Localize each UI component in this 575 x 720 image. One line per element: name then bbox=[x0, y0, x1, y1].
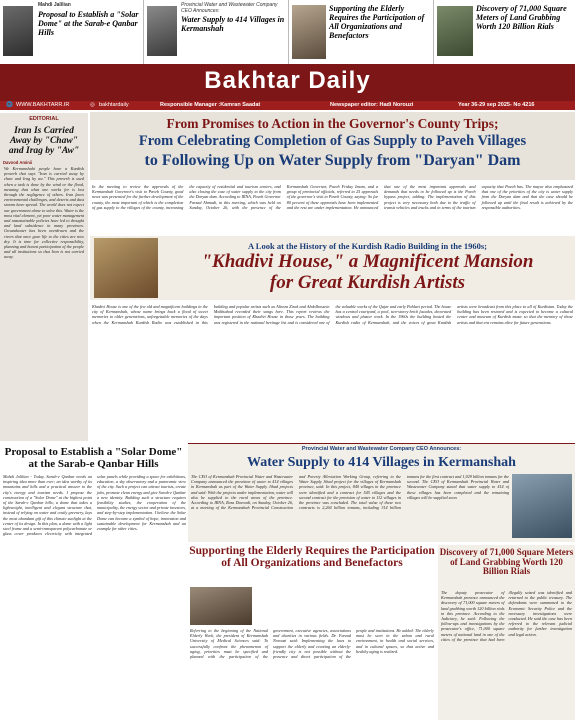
feature-headline-1: "Khadivi House," a Magnificent Mansion bbox=[201, 251, 534, 272]
teaser-headline: Discovery of 71,000 Square Meters of Land Grabbing Worth 120 Billion Rials bbox=[476, 4, 567, 31]
editorial-body: We Kermanshahi people have a Kurdish proverb that says "Iran is carried away by chaw and Irag by aw." This proverb is used when a task is done by the wind or the flood, meaning that what one works for is lost through the negligence of others. Iran faces environmental challenges, and deserts and dust storms have spread. The world does not expect our government alone to solve this. Water is the most vital element, yet poor water management and unsustainable policies have led to drought and land subsidence in many provinces. Groundwater has been overdrawn and the rivers that once gave life to the cities are now dry. It is time for collective responsibility, planning and honest participation of the people and all institutions so that Iran is not carried away. bbox=[4, 166, 84, 260]
feature-body: Khadivi House is one of the few old and magnificent buildings in the city of Kermanshah, whose name brings back a flood of sweet memories to older generations, unforgettable memories of the days when the Kermanshah Kurdish Radio was established in this building and popular artists such as Alireza Zirak and Abdolhossein Mokhtabad recorded their songs here. This report reviews the important position of Khadivi House in those years. The building was registered in the national heritage list and is considered one of the valuable works of the Qajar and early Pahlavi period. The house has a central courtyard, a pool, two-storey brick facades, decorated windows and plaster work. In the 1960s the building hosted the Kurdish radio of Kermanshah, and the voices of great Kurdish artists were broadcast from this place to all of Kurdistan. Today the building has been restored and is expected to become a cultural center and museum of Kurdish music so that the memory of those artists and that era remains alive for future generations. bbox=[92, 304, 573, 325]
water-body: The CEO of Kermanshah Provincial Water and Wastewater Company announced the provision of water to 414 villages in Kermanshah as part of the Water Supply Jihad projects and said: With the projects under implementation, water will also be supplied to the rural areas of the province. According to IRNA, Reza Davoodi, on Sunday, October 26, at a meeting of the Kermanshah Provincial Construction and Poverty Alleviation Working Group, referring to the Water Supply Jihad project for the villages of Kermanshah province, said: In this project, 840 villages in the province were identified and a contract for 545 villages and the second contract for the provision of water to 112 villages in the province was concluded. The total value of these two contracts is 2,260 billion tomans, including 314 billion tomans for the first contract and 1,929 billion tomans for the second. The CEO of Kermanshah Provincial Water and Wastewater Company stated that water supply to 414 of these villages has been completed and the remaining villages will be supplied soon. bbox=[191, 474, 509, 511]
teaser-headline: Supporting the Elderly Requires the Participation of All Organizations and Benefactors bbox=[329, 4, 425, 40]
editor: Newspaper editor: Hadi Norouzi bbox=[330, 102, 414, 108]
teaser-headline: Proposal to Establish a "Solar Dome" at the Sarab-e Qanbar Hills bbox=[38, 10, 139, 37]
main-headline-line1: From Promises to Action in the Governor's County Trips; bbox=[166, 116, 499, 131]
teaser-elderly[interactable] bbox=[289, 0, 434, 64]
elderly-body: Referring to the beginning of the National Elderly Week, the president of Kermanshah University of Medical Sciences said: To successfully confront the phenomenon of aging, priorities must be specified and planned with the participation of the government, executive agencies, associations and charities in various fields. Dr. Farzad Norouzi said: Implementing the laws to support the elderly and creating an elderly-friendly city is not possible without the presence and direct participation of the people and institutions. He added: The elderly must be seen in the urban and rural environment, in health and social services, and in cultural spaces, so that active and healthy aging is realized. bbox=[190, 628, 434, 660]
elderly-photo bbox=[190, 587, 252, 625]
teaser-water[interactable] bbox=[144, 0, 289, 64]
solar-body: Mahdi Jalilian - Today, Sarab-e Qanbar needs an inspiring idea more than ever; an idea worthy of its mountains and hills and a practical answer to the city's energy and tourism needs. I propose the construction of a "Solar Dome" at the highest point of the Sarab-e Qanbar hills; a dome that takes a lightweight, intelligent and elegant structure that, instead of relying on water and costly greenery, lays the most abundant gift of this climate sunlight at the center of its design. In this plan, a dome with a light steel frame and a semi-transparent polycarbonate or glass cover produces electricity with integrated solar panels while providing a space for exhibitions, education, a sky observatory and a panoramic view of the city. Such a project can attract tourists, create jobs, promote clean energy and give Sarab-e Qanbar a new identity. Building such a structure requires feasibility studies, the cooperation of the municipality, the energy sector and private investors, and step-by-step implementation. I believe the Solar Dome can become a symbol of hope, innovation and sustainable development for Kermanshah and an example for other cities. bbox=[3, 474, 186, 537]
info-strip bbox=[0, 101, 575, 110]
water-kicker: Provincial Water and Wastewater Company CEO Announces: bbox=[301, 446, 462, 452]
website-link[interactable]: WWW.BAKHTARR.IR bbox=[16, 102, 70, 108]
main-story-body: In the meeting to review the approvals of the Kermanshah Governor's visit to Paveh County, good news was presented for the further development of the county, the most important of which is the completion of gas supply to the villages of the county, increasing the capacity of residential and tourism centers, and also closing the case of water supply to the city from the Daryan dam. According to IRNA, Paveh Governor Farzad Ahmadi, in this meeting, which was held on Sunday, October 26, with the presence of the Kermanshah Governor, Paveh Friday Imam, and a group of provincial officials, referred to 25 approvals of the governor's visit to Paveh County, saying: So far 80 percent of these approvals have been implemented and the rest are under implementation. He announced that one of the most important approvals and demands that needs to be followed up is the Paveh bypass project, adding: The implementation of this project is very necessary both due to the traffic of transit vehicles and trucks and in terms of the tourism capacity that Paveh has. The mayor also emphasized that one of the priorities of the city is water supply from the Daryan dam and that the case should be followed up until the final result is achieved by the responsible authorities. bbox=[92, 184, 573, 210]
editorial-label: EDITORIAL bbox=[29, 116, 59, 122]
social-handle[interactable]: bakhtardaily bbox=[99, 102, 129, 108]
teaser-land[interactable] bbox=[434, 0, 575, 64]
social-icon: ◎ bbox=[90, 102, 95, 108]
teaser-author: Mahdi Jalilian bbox=[38, 2, 71, 8]
teaser-photo bbox=[147, 6, 177, 56]
masthead bbox=[0, 64, 575, 101]
land-body: The deputy prosecutor of Kermanshah province announced the discovery of 71,000 square meters of land grabbing worth 120 billion rials in this province. According to the Judiciary, he said: Following the follow-ups and investigations by the prosecutor's office, 71,000 square meters of national land in one of the cities of the province that had been illegally seized was identified and returned to the public treasury. The defendants were summoned to the Economic Security Police and the necessary investigations were conducted. He said the case has been referred to the relevant judicial authority for further investigation and legal action. bbox=[441, 590, 572, 642]
teaser-photo bbox=[437, 6, 473, 56]
feature-photo bbox=[94, 238, 158, 298]
globe-icon: 🌐 bbox=[6, 102, 13, 108]
teaser-kicker: Provincial Water and Wastewater Company CEO Announces: bbox=[181, 2, 278, 14]
feature-headline-2: for Great Kurdish Artists bbox=[269, 272, 466, 293]
teaser-photo bbox=[292, 5, 326, 59]
editorial-author: Davood Aminii bbox=[3, 160, 33, 165]
teaser-photo bbox=[3, 6, 33, 56]
main-headline-line3: to Following Up on Water Supply from "Daryan" Dam bbox=[144, 152, 521, 169]
teaser-solar[interactable] bbox=[0, 0, 144, 64]
main-headline-line2: From Celebrating Completion of Gas Supply to Paveh Villages bbox=[138, 133, 527, 149]
water-photo bbox=[512, 474, 572, 538]
newspaper-title: Bakhtar Daily bbox=[204, 67, 371, 94]
editorial-title: Iran Is Carried Away by "Chaw" and Irag by "Aw" bbox=[8, 126, 80, 156]
teaser-headline: Water Supply to 414 Villages in Kermanshah bbox=[181, 15, 285, 33]
solar-title: Proposal to Establish a "Solar Dome" at the Sarab-e Qanbar Hills bbox=[4, 446, 183, 470]
water-title: Water Supply to 414 Villages in Kermanshah bbox=[247, 455, 516, 470]
issue-info: Year 36-29 sep 2025- No 4216 bbox=[458, 102, 535, 108]
manager: Responsible Manager :Kamran Saadat bbox=[160, 102, 261, 108]
elderly-title: Supporting the Elderly Requires the Participation of All Organizations and Benefactors bbox=[189, 545, 435, 569]
feature-kicker: A Look at the History of the Kurdish Radio Building in the 1960s; bbox=[248, 241, 487, 251]
land-title: Discovery of 71,000 Square Meters of Land Grabbing Worth 120 Billion Rials bbox=[439, 547, 574, 576]
